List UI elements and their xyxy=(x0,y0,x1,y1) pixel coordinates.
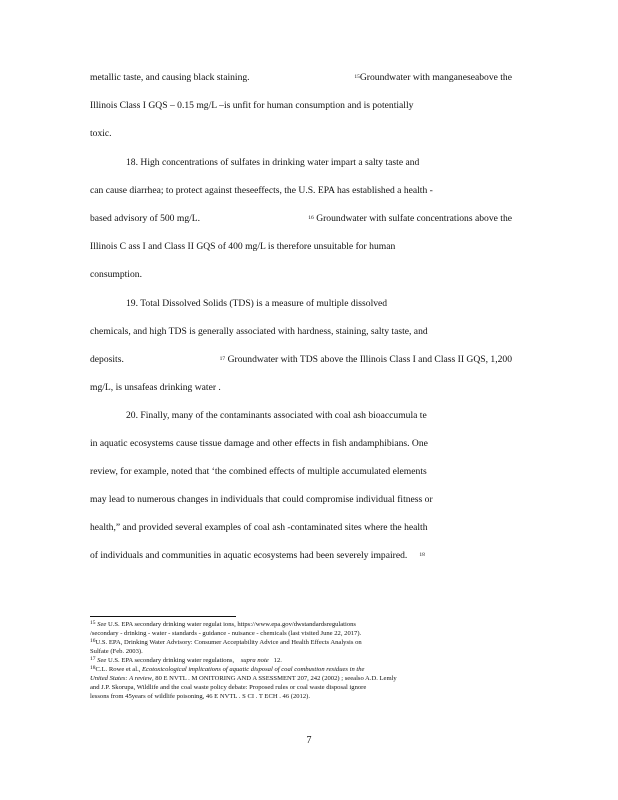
footnote-15-line-2: /secondary - drinking - water - standards - guidance - nuisance - chemicals (last visited June 22, 2017). xyxy=(90,630,362,637)
paragraph-20-line-1: 20. Finally, many of the contaminants associated with coal ash bioaccumula te xyxy=(126,410,427,421)
paragraph-18-line-4: Illinois C ass I and Class II GQS of 400 mg/L is therefore unsuitable for human xyxy=(90,241,396,252)
paragraph-19-line-2: chemicals, and high TDS is generally associated with hardness, staining, salty taste, and xyxy=(90,326,428,337)
footnote-17: $^{17}$ See U.S. EPA secondary drinking water regulations, supra note 12. xyxy=(90,656,282,664)
paragraph-20-line-3: review, for example, noted that ‘the combined effects of multiple accumulated elements xyxy=(90,466,427,477)
paragraph-19-line-4: mg/L, is unsafeas drinking water . xyxy=(90,382,221,393)
body-line-3: toxic. xyxy=(90,128,112,139)
footnote-ref-16: $^{16}$ Groundwater with sulfate concentrations above the xyxy=(308,213,512,224)
paragraph-20-line-4: may lead to numerous changes in individuals that could compromise individual fitness or xyxy=(90,494,433,505)
paragraph-18-line-5: consumption. xyxy=(90,269,142,280)
footnote-18-line-2: United States: A review, 80 E NVTL . M ONITORING AND A SSESSMENT 207, 242 (2002) ; seealso A.D. Lemly xyxy=(90,675,397,682)
paragraph-18-line-1: 18. High concentrations of sulfates in drinking water impart a salty taste and xyxy=(126,157,420,168)
footnote-16-line-2: Sulfate (Feb. 2003). xyxy=(90,648,143,655)
footnote-18-line-4: lessons from 45years of wildlife poisoning, 46 E NVTL . S CI . T ECH . 46 (2012). xyxy=(90,693,311,700)
footnote-ref-18: 18 xyxy=(419,552,425,558)
page-number: 7 xyxy=(306,735,312,746)
paragraph-19-line-3: deposits. $^{17}$ Groundwater with TDS above the Illinois Class I and Class II GQS, 1,200 xyxy=(90,352,512,368)
footnote-ref-15: $^{15}$Groundwater with manganeseabove the xyxy=(354,72,512,83)
paragraph-20-line-5: health,” and provided several examples of coal ash -contaminated sites where the health xyxy=(90,522,428,533)
body-line-1: metallic taste, and causing black staining. $^{15}$Groundwater with manganeseabove the xyxy=(90,70,512,86)
paragraph-18-line-3: based advisory of 500 mg/L. $^{16}$ Groundwater with sulfate concentrations above the xyxy=(90,211,512,227)
footnote-ref-17: $^{17}$ Groundwater with TDS above the Illinois Class I and Class II GQS, 1,200 xyxy=(219,354,512,365)
footnote-16-line-1: $^{16}$U.S. EPA, Drinking Water Advisory: Consumer Acceptability Advice and Health Effects Analysis on xyxy=(90,638,362,646)
body-line-2: Illinois Class I GQS – 0.15 mg/L –is unfit for human consumption and is potentially xyxy=(90,100,414,111)
footnote-18-line-1: $^{18}$C.L. Rowe et al., Ecotoxicological implications of aquatic disposal of coal combustion residues in the xyxy=(90,665,365,673)
footnote-18-line-3: and J.P. Skorupa, Wildlife and the coal waste policy debate: Proposed rules or coal waste disposal ignore xyxy=(90,684,367,691)
paragraph-19-line-1: 19. Total Dissolved Solids (TDS) is a measure of multiple dissolved xyxy=(126,298,388,309)
paragraph-20-line-2: in aquatic ecosystems cause tissue damage and other effects in fish andamphibians. One xyxy=(90,438,428,449)
paragraph-20-line-6: of individuals and communities in aquatic ecosystems had been severely impaired. $^{18}$ xyxy=(90,548,512,564)
footnote-15-line-1: $^{15}$ See U.S. EPA secondary drinking water regulat ions, https://www.epa.gov/dwstandardsregulations xyxy=(90,620,356,628)
paragraph-18-line-2: can cause diarrhea; to protect against theseeffects, the U.S. EPA has established a health - xyxy=(90,185,433,196)
footnote-separator xyxy=(90,616,236,617)
